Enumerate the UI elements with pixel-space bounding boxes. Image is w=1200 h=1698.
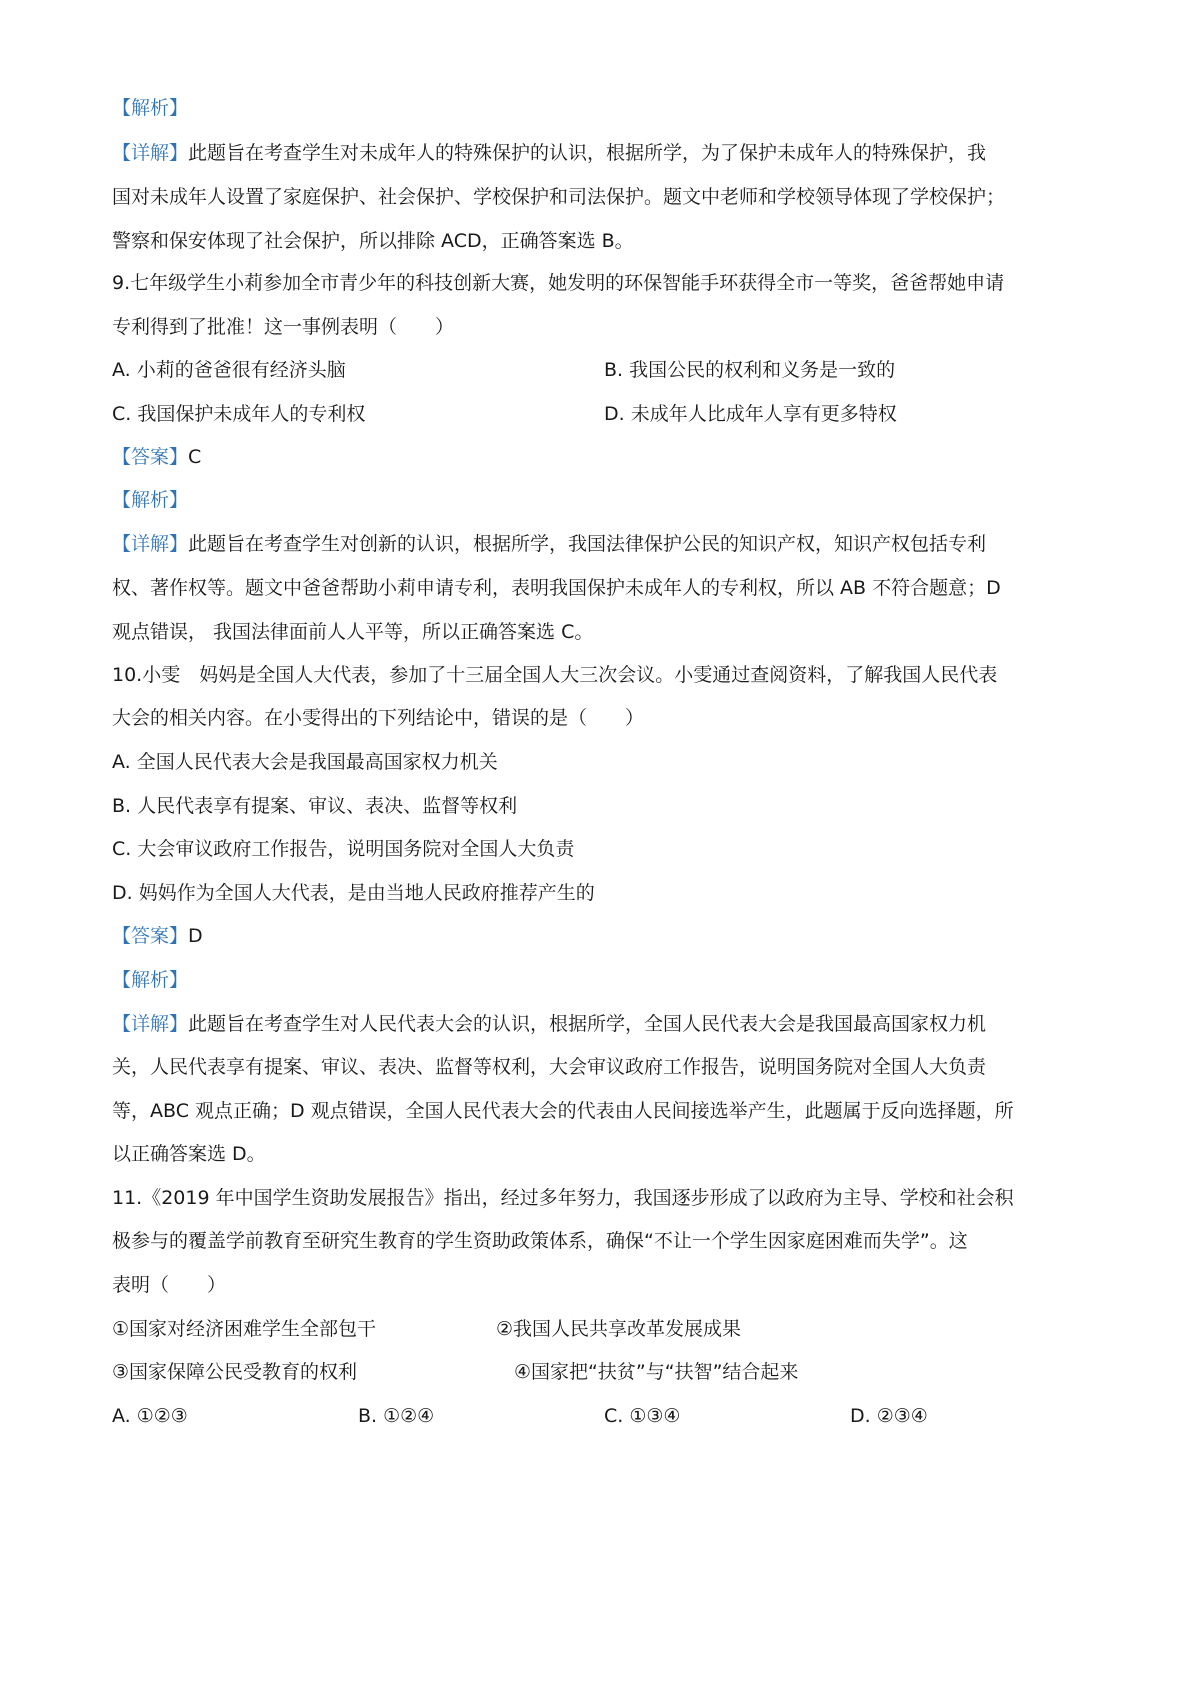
q10-option-c: C. 大会审议政府工作报告，说明国务院对全国人大负责 [112, 838, 575, 860]
q10-option-d: D. 妈妈作为全国人大代表，是由当地人民政府推荐产生的 [112, 882, 595, 904]
q9-option-b: B. 我国公民的权利和义务是一致的 [604, 359, 896, 381]
q9-option-c: C. 我国保护未成年人的专利权 [112, 403, 366, 425]
q11-stem-line-3: 表明（ ） [112, 1274, 227, 1296]
q10-detail-line-3: 等，ABC 观点正确；D 观点错误，全国人民代表大会的代表由人民间接选举产生，此题属于反向选择题，所 [112, 1100, 1014, 1122]
q9-option-a: A. 小莉的爸爸很有经济头脑 [112, 359, 346, 381]
q8-detail-label: 【详解】 [112, 142, 189, 164]
q10-option-b: B. 人民代表享有提案、审议、表决、监督等权利 [112, 795, 518, 817]
q8-detail-line-1 [112, 140, 986, 166]
q11-statement-1: ①国家对经济困难学生全部包干 [112, 1318, 377, 1340]
q9-detail-text-1: 此题旨在考查学生对创新的认识，根据所学，我国法律保护公民的知识产权，知识产权包括专利 [188, 533, 987, 555]
q10-answer-label: 【答案】 [112, 925, 189, 947]
q9-stem-line-1: 9.七年级学生小莉参加全市青少年的科技创新大赛，她发明的环保智能手环获得全市一等奖，爸爸帮她申请 [112, 272, 1005, 294]
q10-stem-line-1: 10.小雯 妈妈是全国人大代表，参加了十三届全国人大三次会议。小雯通过查阅资料，了解我国人民代表 [112, 664, 998, 686]
q9-answer [112, 444, 201, 470]
q10-answer [112, 923, 203, 949]
q9-answer-label: 【答案】 [112, 446, 189, 468]
q11-option-c: C. ①③④ [604, 1405, 681, 1427]
q10-detail-line-1 [112, 1011, 986, 1037]
q9-detail-label: 【详解】 [112, 533, 189, 555]
q11-statement-4: ④国家把“扶贫”与“扶智”结合起来 [514, 1361, 799, 1383]
q10-detail-line-4: 以正确答案选 D。 [112, 1143, 266, 1165]
q8-analysis-label: 【解析】 [112, 97, 189, 119]
q9-answer-value: C [188, 446, 202, 468]
q9-stem-line-2: 专利得到了批准！这一事例表明（ ） [112, 316, 455, 338]
q10-answer-value: D [188, 925, 203, 947]
q9-detail-line-2: 权、著作权等。题文中爸爸帮助小莉申请专利，表明我国保护未成年人的专利权，所以 AB 不符合题意；D [112, 577, 1001, 599]
q11-option-b: B. ①②④ [358, 1405, 435, 1427]
q10-stem-line-2: 大会的相关内容。在小雯得出的下列结论中，错误的是（ ） [112, 707, 645, 729]
q11-statement-2: ②我国人民共享改革发展成果 [496, 1318, 742, 1340]
q9-detail-line-1 [112, 531, 986, 557]
q11-statement-3: ③国家保障公民受教育的权利 [112, 1361, 358, 1383]
q11-option-d: D. ②③④ [850, 1405, 928, 1427]
q8-detail-line-3: 警察和保安体现了社会保护，所以排除 ACD，正确答案选 B。 [112, 230, 634, 252]
q10-detail-label: 【详解】 [112, 1013, 189, 1035]
q8-detail-line-2: 国对未成年人设置了家庭保护、社会保护、学校保护和司法保护。题文中老师和学校领导体现了学校保护； [112, 186, 1006, 208]
q11-stem-line-1: 11.《2019 年中国学生资助发展报告》指出，经过多年努力，我国逐步形成了以政府为主导、学校和社会积 [112, 1187, 1014, 1209]
q9-detail-line-3: 观点错误， 我国法律面前人人平等，所以正确答案选 C。 [112, 621, 594, 643]
q11-option-a: A. ①②③ [112, 1405, 188, 1427]
q11-stem-line-2: 极参与的覆盖学前教育至研究生教育的学生资助政策体系，确保“不让一个学生因家庭困难而失学”。这 [112, 1230, 968, 1252]
q10-detail-line-2: 关，人民代表享有提案、审议、表决、监督等权利，大会审议政府工作报告，说明国务院对全国人大负责 [112, 1056, 987, 1078]
q8-detail-text-1: 此题旨在考查学生对未成年人的特殊保护的认识，根据所学，为了保护未成年人的特殊保护，我 [188, 142, 987, 164]
q10-option-a: A. 全国人民代表大会是我国最高国家权力机关 [112, 751, 498, 773]
q9-option-d: D. 未成年人比成年人享有更多特权 [604, 403, 897, 425]
q10-analysis-label: 【解析】 [112, 969, 189, 991]
q9-analysis-label: 【解析】 [112, 489, 189, 511]
q10-detail-text-1: 此题旨在考查学生对人民代表大会的认识，根据所学，全国人民代表大会是我国最高国家权力机 [188, 1013, 987, 1035]
